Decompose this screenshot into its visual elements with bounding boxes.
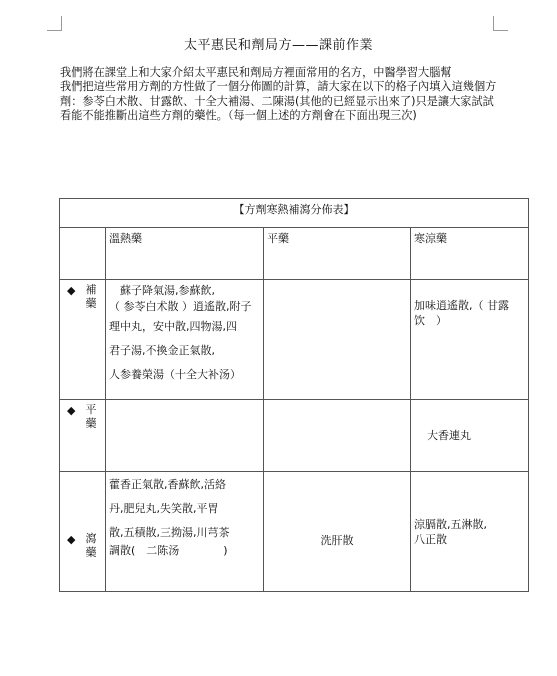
cell-neutral-neutral [264, 400, 411, 472]
cell-line: 人参養榮湯（十全大补汤） [109, 368, 241, 381]
row-label-text: 瀉藥 [85, 531, 97, 559]
intro-paragraph-2: 我們把這些常用方劑的方性做了一個分佈圖的計算，請大家在以下的格子內填入這幾個方劑：参苓白术散、甘露飲、十全大補湯、二陳湯(其他的已經显示出來了)只是讓大家試試看能不能推斷出這些方劑的藥性。（每一個上述的方劑會在下面出現三次) [60, 80, 497, 123]
intro-text [60, 66, 500, 124]
cell-tonify-cold [411, 280, 529, 400]
row-label-text: 補藥 [85, 283, 97, 310]
cell-purge-cold [411, 472, 529, 592]
cell-line: （ 参苓白术散 ）逍遙散,附子 [109, 300, 252, 313]
cell-purge-neutral [264, 472, 411, 592]
cell-line: 洗肝散 [320, 534, 354, 547]
header-corner [60, 228, 106, 280]
distribution-table [59, 198, 529, 592]
cell-line: 丹,肥兒丸,失笑散,平胃 [109, 502, 219, 515]
intro-paragraph-1: 我們將在課堂上和大家介紹太平惠民和劑局方裡面常用的名方，中醫學習大腦幫 [60, 66, 452, 79]
crop-mark-top-right [493, 16, 508, 31]
cell-line: 大香連丸 [427, 429, 471, 442]
header-neutral: 平藥 [264, 228, 411, 280]
diamond-bullet-icon: ◆ [67, 404, 76, 417]
cell-line: 散,五積散,三拗湯,川芎茶 [109, 526, 230, 539]
cell-tonify-warm [106, 280, 264, 400]
cell-line: 理中丸，安中散,四物湯,四 [109, 320, 237, 333]
cell-tonify-neutral [264, 280, 411, 400]
diamond-bullet-icon: ◆ [67, 532, 76, 546]
diamond-bullet-icon: ◆ [67, 284, 76, 297]
cell-line: 蘇子降氣湯,参蘇飲, [109, 284, 215, 297]
cell-line: 藿香正氣散,香蘇飲,活絡 [109, 478, 226, 491]
cell-neutral-warm [106, 400, 264, 472]
row-label-purge [60, 472, 106, 592]
cell-line: 君子湯,不換金正氣散, [109, 344, 215, 357]
table-caption: 【方劑寒熱補瀉分佈表】 [60, 199, 529, 228]
header-cold: 寒涼藥 [411, 228, 529, 280]
cell-line: 加味逍遙散,（ 甘露饮 ） [414, 299, 509, 327]
header-warm: 溫熱藥 [106, 228, 264, 280]
cell-purge-warm [106, 472, 264, 592]
document-title: 太平惠民和劑局方——課前作業 [183, 38, 373, 53]
cell-line: 八正散 [414, 532, 447, 546]
row-label-neutral [60, 400, 106, 472]
row-label-tonify [60, 280, 106, 400]
cell-neutral-cold [411, 400, 529, 472]
cell-line: 涼膈散,五淋散, [414, 517, 487, 531]
row-label-text: 平藥 [85, 403, 97, 430]
crop-mark-top-left [47, 16, 62, 31]
cell-line: 調散( 二陈汤 ) [109, 544, 228, 557]
